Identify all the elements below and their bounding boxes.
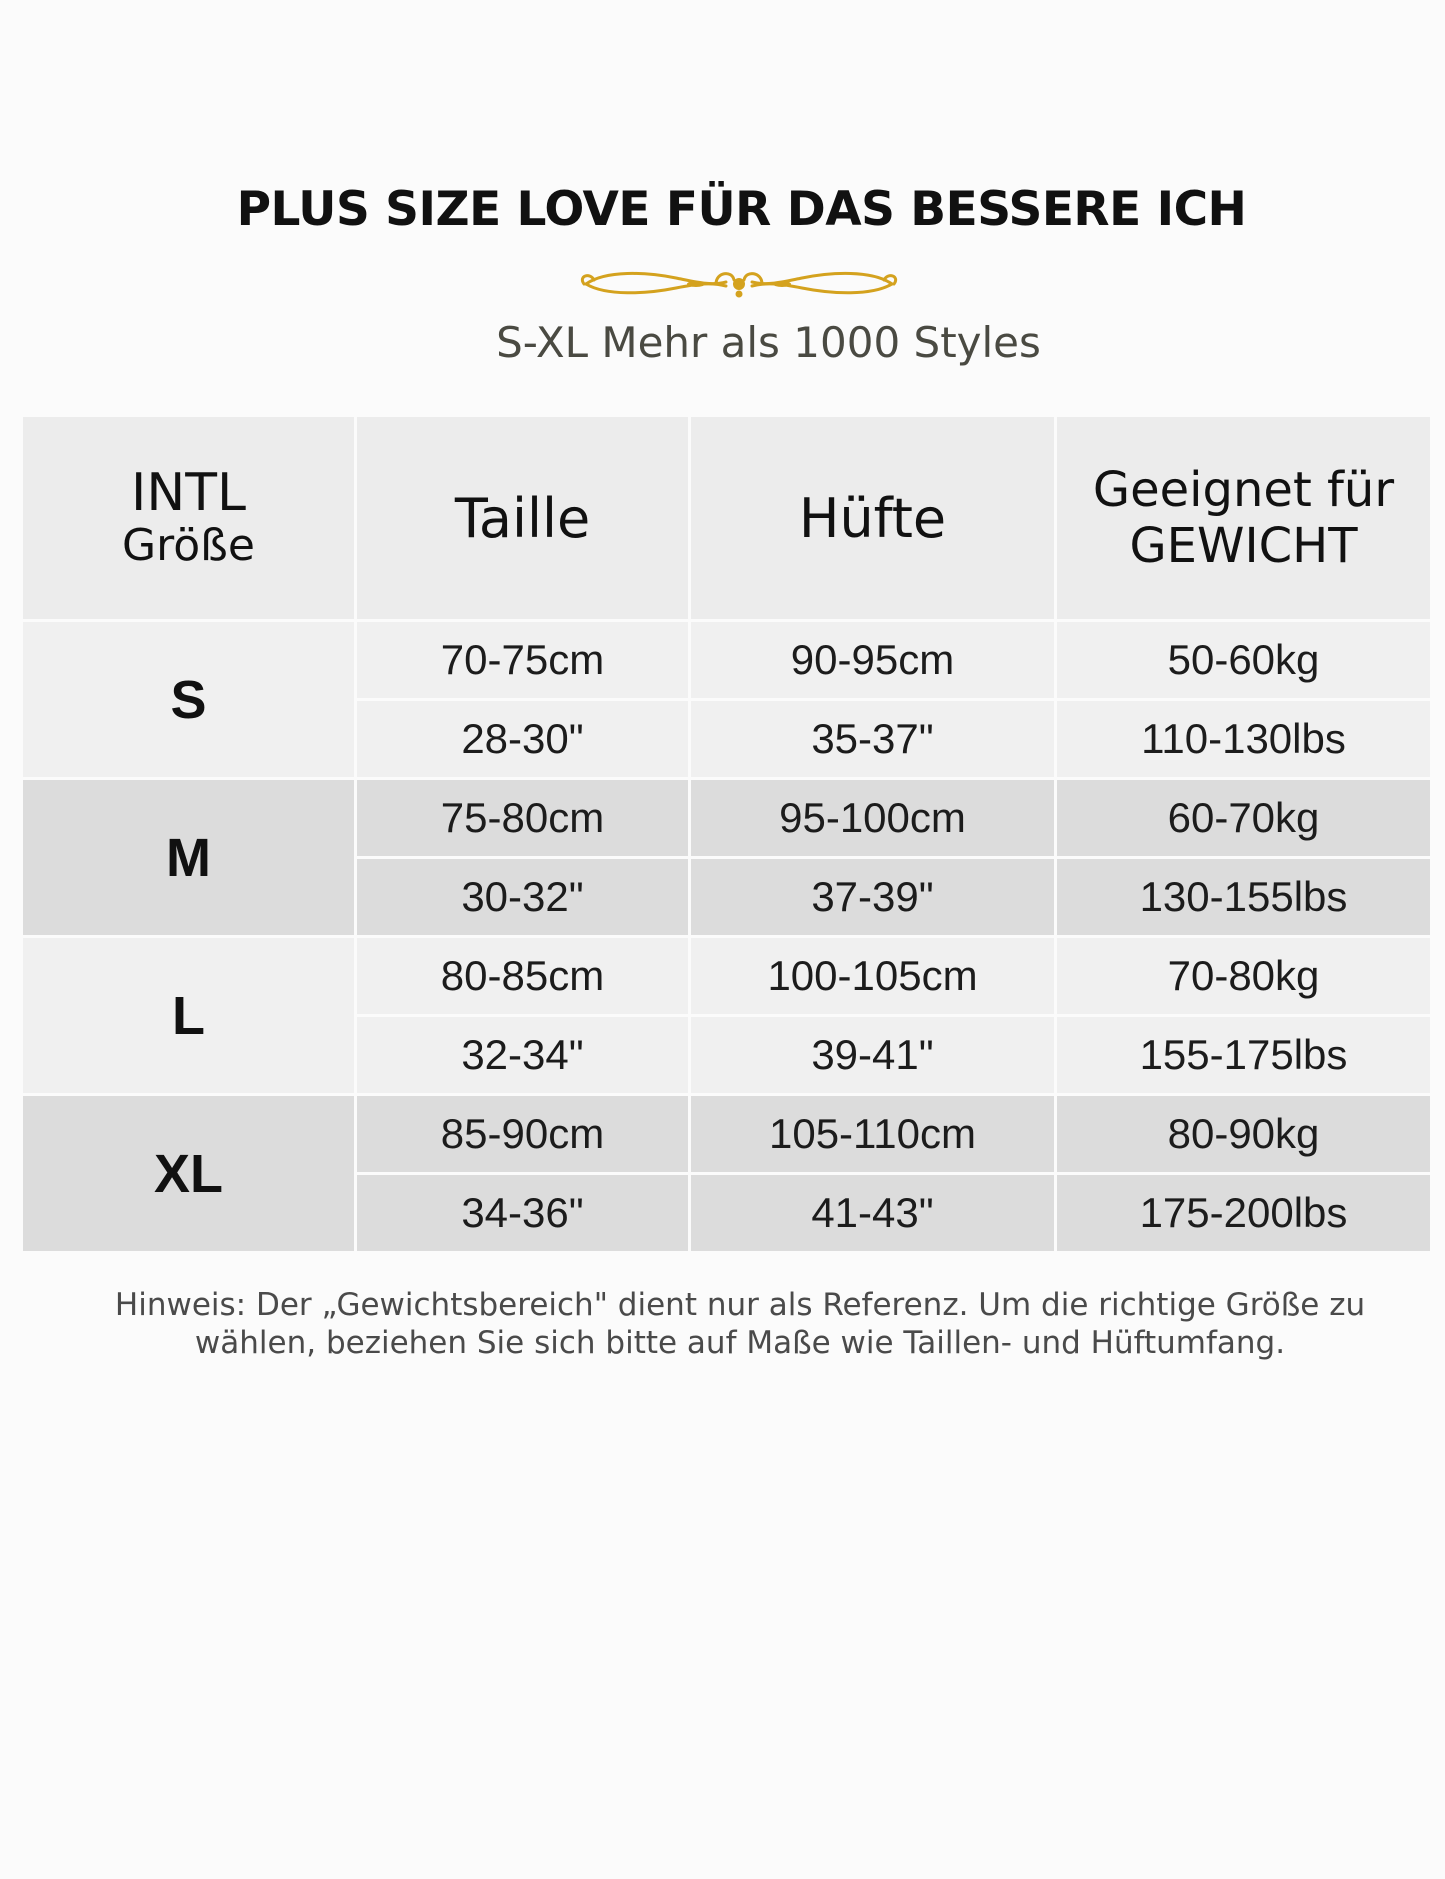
header-hip	[691, 417, 1054, 619]
header-hip-label: Hüfte	[798, 486, 947, 550]
table-row	[23, 938, 1430, 1014]
hip-cm-cell: 90-95cm	[691, 622, 1054, 698]
header-weight	[1057, 417, 1430, 619]
header-size-line1: INTL	[131, 463, 246, 523]
weight-kg-cell: 60-70kg	[1057, 780, 1430, 856]
table-row	[23, 622, 1430, 698]
hip-inch-cell: 39-41"	[691, 1017, 1054, 1093]
hip-inch-cell: 35-37"	[691, 701, 1054, 777]
header-size-line2: Größe	[122, 520, 255, 571]
waist-cm-cell: 70-75cm	[357, 622, 688, 698]
size-label: S	[23, 622, 354, 777]
header-waist	[357, 417, 688, 619]
decorative-flourish-icon	[576, 262, 902, 306]
page-subtitle: S-XL Mehr als 1000 Styles	[496, 318, 1041, 367]
waist-cm-cell: 75-80cm	[357, 780, 688, 856]
size-chart-table	[20, 414, 1433, 1254]
waist-inch-cell: 34-36"	[357, 1175, 688, 1251]
size-label: M	[23, 780, 354, 935]
hip-inch-cell: 37-39"	[691, 859, 1054, 935]
weight-lbs-cell: 175-200lbs	[1057, 1175, 1430, 1251]
size-label: L	[23, 938, 354, 1093]
weight-lbs-cell: 110-130lbs	[1057, 701, 1430, 777]
size-note	[40, 1286, 1440, 1362]
weight-lbs-cell: 130-155lbs	[1057, 859, 1430, 935]
page-title: PLUS SIZE LOVE FÜR DAS BESSERE ICH	[236, 182, 1247, 237]
table-header-row	[23, 417, 1430, 619]
header-weight-line2: GEWICHT	[1129, 518, 1358, 574]
size-label: XL	[23, 1096, 354, 1251]
weight-kg-cell: 50-60kg	[1057, 622, 1430, 698]
note-line-1: Hinweis: Der „Gewichtsbereich" dient nur als Referenz. Um die richtige Größe zu	[114, 1287, 1366, 1323]
weight-kg-cell: 70-80kg	[1057, 938, 1430, 1014]
note-line-2: wählen, beziehen Sie sich bitte auf Maße wie Taillen- und Hüftumfang.	[194, 1325, 1286, 1361]
waist-cm-cell: 85-90cm	[357, 1096, 688, 1172]
table-row	[23, 780, 1430, 856]
hip-cm-cell: 95-100cm	[691, 780, 1054, 856]
hip-inch-cell: 41-43"	[691, 1175, 1054, 1251]
header-intl-size	[23, 417, 354, 619]
waist-inch-cell: 32-34"	[357, 1017, 688, 1093]
weight-kg-cell: 80-90kg	[1057, 1096, 1430, 1172]
waist-inch-cell: 28-30"	[357, 701, 688, 777]
weight-lbs-cell: 155-175lbs	[1057, 1017, 1430, 1093]
hip-cm-cell: 105-110cm	[691, 1096, 1054, 1172]
table-row	[23, 1096, 1430, 1172]
waist-cm-cell: 80-85cm	[357, 938, 688, 1014]
header-weight-line1: Geeignet für	[1092, 462, 1395, 518]
hip-cm-cell: 100-105cm	[691, 938, 1054, 1014]
header-waist-label: Taille	[454, 486, 591, 550]
waist-inch-cell: 30-32"	[357, 859, 688, 935]
